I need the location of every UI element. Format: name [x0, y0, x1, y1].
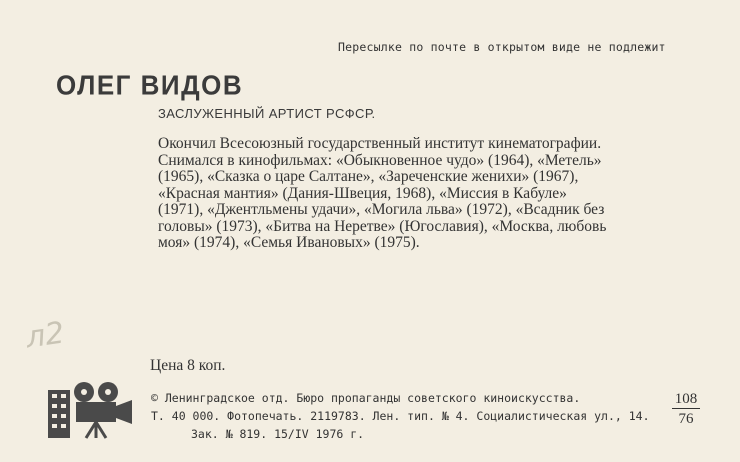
bio-line: моя» (1974), «Семья Ивановых» (1975). [158, 234, 420, 251]
film-strip [48, 390, 70, 438]
card-number-numerator: 108 [672, 390, 700, 409]
card-number-denominator: 76 [678, 411, 694, 427]
biography [158, 136, 706, 252]
honorary-title: ЗАСЛУЖЕННЫЙ АРТИСТ РСФСР. [158, 106, 376, 121]
card-number [672, 390, 700, 429]
bio-line: «Красная мантия» (Дания-Швеция, 1968), «Миссия в Кабуле» [158, 184, 567, 202]
bio-line: (1971), «Джентльмены удачи», «Могила льва» (1972), «Всадник без [158, 201, 605, 218]
actor-name: ОЛЕГ ВИДОВ [56, 69, 244, 101]
price-label: Цена 8 коп. [150, 357, 226, 374]
bio-line: (1965), «Сказка о царе Салтане», «Зареченские женихи» (1967), [158, 168, 579, 185]
postal-notice: Пересылке по почте в открытом виде не подлежит [338, 40, 666, 54]
bio-line: головы» (1973), «Битва на Неретве» (Югославия), «Москва, любовь [158, 217, 607, 235]
film-camera-icon [42, 380, 142, 440]
bio-line: Окончил Всесоюзный государственный институт кинематографии. [158, 135, 602, 152]
imprint-line: © Ленинградское отд. Бюро пропаганды советского киноискусства. [151, 391, 581, 405]
handwritten-pencil-mark: л2 [23, 315, 67, 356]
bio-line: Снимался в кинофильмах: «Обыкновенное чудо» (1964), «Метель» [158, 151, 602, 169]
imprint-line: Т. 40 000. Фотопечать. 2119783. Лен. тип. № 4. Социалистическая ул., 14. [151, 409, 650, 423]
publisher-imprint [151, 389, 650, 443]
imprint-line: Зак. № 819. 15/IV 1976 г. [191, 427, 365, 441]
